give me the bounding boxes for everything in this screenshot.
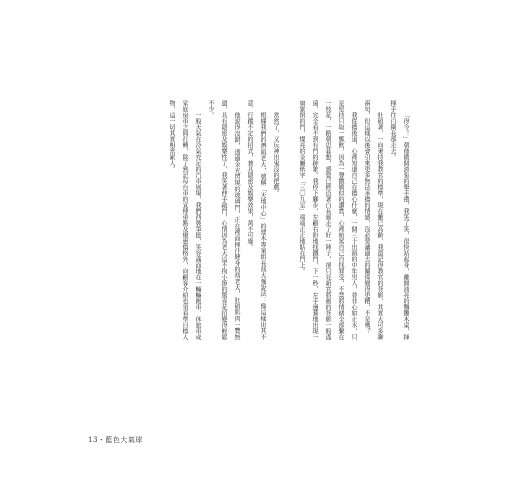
paragraph: 根據我們的潛頭老大，號稱「天地中心」的建木專案組長馮大強說法：像這樣出其不意、行蹤不定的招式，兼具隱密及娛樂效果，萬不可廢。 — [246, 100, 266, 340]
page-footer — [88, 436, 143, 445]
page-number-and-title: 13・藍色大氣球 — [88, 436, 143, 444]
paragraph: 「得令！」朝他做個誇張的舉手禮，我笑了笑，很快站起身，離開油亮的麵攤木桌，揮揮手往白衛長那走去。 — [389, 100, 409, 340]
scene-break — [282, 100, 295, 340]
vertical-text-body — [150, 100, 412, 340]
paragraph: 他說得沒錯，透過金光閃現的玻璃門，正在裡面揮汗健身的馮老大，壯碩肌肉一覽無遺，具有隱密及娛樂性了，我笑著伸手敲門，心情因為老大這不拘小節的驚喜花招變得輕鬆不少。 — [207, 100, 240, 340]
paragraph: 我從擔後退，心裡知道自己在擔心什麼，一個三十出頭的中年男人，並非心如止水，只是堅持只取一瓢飲，因為一聲撒嬌似的讚賞，心裡暗罵自己自找罪受，不禁將情緒全部繫在一枝花，一路朝思暮想，感覺已經沿著白長廊走了好一陣子，卻只見新官將劍的背影一般遙遠，完全看不到有門的跡象。我停下腳步，左顧右盼地找鐵門，下一秒，左手邊驀地出現一扇緊閉的門，燦亮的金屬紙字「三〇九室」端端正正地貼在門上。 — [298, 100, 357, 340]
paragraph: 當然了，又玩神出鬼沒的把戲。 — [272, 112, 279, 196]
paragraph: 一般天氣在冷氣充足的汽車展場，我們西裝筆挺，笑容滿面地在一輛輛跑車、休旅車或家庭房車之間打轉，除了熟記每台車的宣傳重點及優惠價格外，向顧客介紹也須看準目標人物，這一切其實相當累人。 — [168, 100, 201, 340]
paragraph: 壯碩著，一向秉持我教官的標準，現在雖已高齡，我還記得教官的背影，其實大可多聊兩句，但這樣以後會引來更多無法承擔的情感，沒必要讓過去的關係變得更糟，不是嗎？ — [363, 100, 383, 340]
